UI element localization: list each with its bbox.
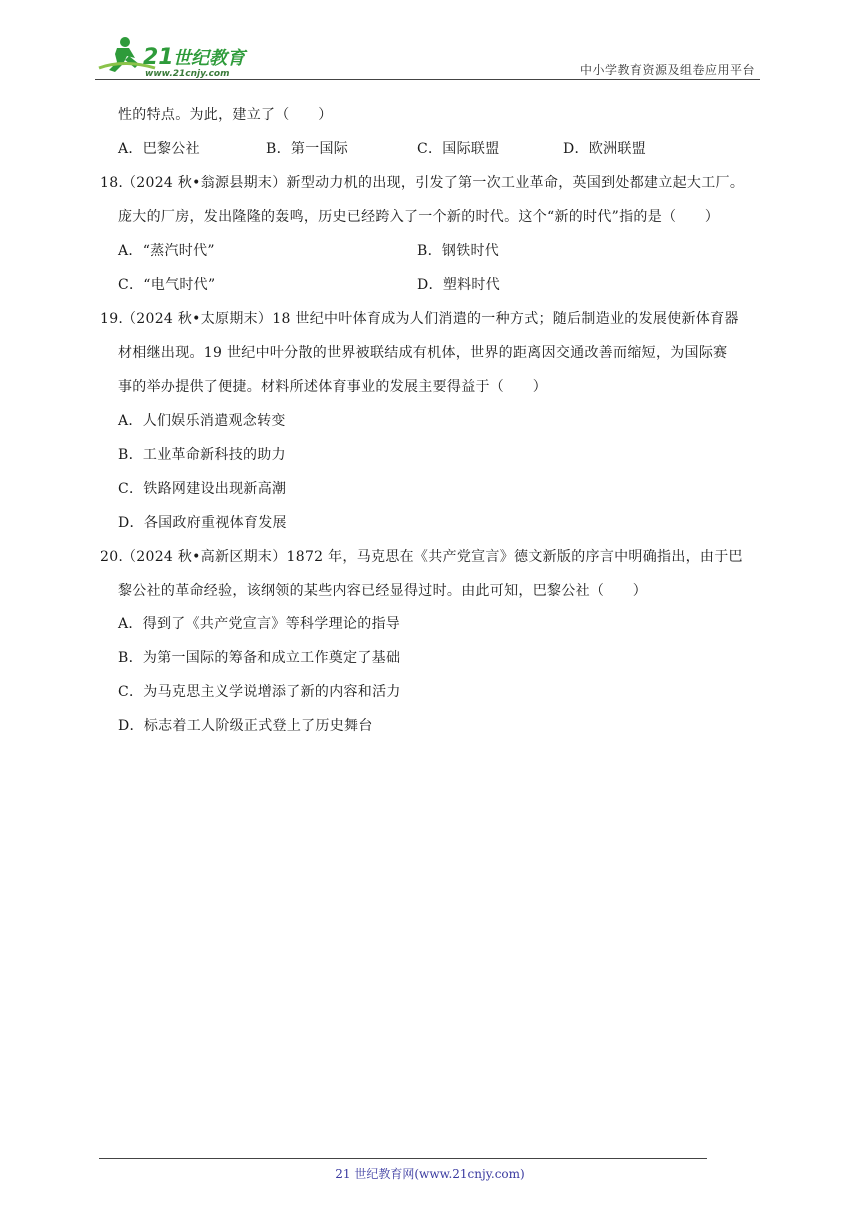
footer-divider	[99, 1158, 707, 1159]
q20-option-b: B．为第一国际的筹备和成立工作奠定了基础	[118, 650, 401, 666]
site-logo	[95, 34, 265, 78]
q18-option-c: C．“电气时代”	[118, 277, 216, 293]
q17-option-a: A．巴黎公社	[118, 141, 200, 157]
q19-stem-line3: 事的举办提供了便捷。材料所述体育事业的发展主要得益于（ ）	[118, 379, 547, 395]
header-divider	[95, 79, 760, 80]
q20-stem-line2: 黎公社的革命经验，该纲领的某些内容已经显得过时。由此可知，巴黎公社（ ）	[118, 583, 648, 599]
q20-option-a: A．得到了《共产党宣言》等科学理论的指导	[118, 616, 401, 632]
q17-option-c: C．国际联盟	[417, 141, 500, 157]
q19-option-d: D．各国政府重视体育发展	[118, 515, 287, 531]
logo-text: 世纪教育	[173, 48, 245, 69]
q18-option-b: B．钢铁时代	[417, 243, 500, 259]
q19-option-a: A．人们娱乐消遣观念转变	[118, 413, 286, 429]
q18-stem-line1: （2024 秋•翁源县期末）新型动力机的出现，引发了第一次工业革命，英国到处都建立起大工厂。	[122, 175, 745, 191]
logo-url: www.21cnjy.com	[145, 69, 230, 78]
q20-stem-line1: （2024 秋•高新区期末）1872 年，马克思在《共产党宣言》德文新版的序言中明确指出，由于巴	[122, 549, 743, 565]
q19-option-b: B．工业革命新科技的助力	[118, 447, 286, 463]
q18-option-d: D．塑料时代	[417, 277, 501, 293]
svg-text:21: 21	[143, 45, 174, 70]
q19-stem-line1: （2024 秋•太原期末）18 世纪中叶体育成为人们消遣的一种方式；随后制造业的发展使新体育器	[122, 311, 739, 327]
q17-option-b: B．第一国际	[266, 141, 349, 157]
q20-option-c: C．为马克思主义学说增添了新的内容和活力	[118, 684, 401, 700]
q19-stem-line2: 材相继出现。19 世纪中叶分散的世界被联结成有机体，世界的距离因交通改善而缩短，为国际赛	[118, 345, 728, 361]
q18-stem-line2: 庞大的厂房，发出隆隆的轰鸣，历史已经跨入了一个新的时代。这个“新的时代”指的是（ ）	[118, 209, 720, 225]
q18-number: 18.	[100, 175, 124, 191]
q18-option-a: A．“蒸汽时代”	[118, 243, 215, 259]
q17-option-d: D．欧洲联盟	[563, 141, 647, 157]
header-platform-text: 中小学教育资源及组卷应用平台	[579, 63, 755, 77]
q19-option-c: C．铁路网建设出现新高潮	[118, 481, 287, 497]
page-header	[95, 30, 760, 80]
q20-option-d: D．标志着工人阶级正式登上了历史舞台	[118, 718, 373, 734]
q19-number: 19.	[100, 311, 124, 327]
q20-number: 20.	[100, 549, 124, 565]
q17-stem-continuation: 性的特点。为此，建立了（ ）	[118, 107, 333, 123]
footer-site-link[interactable]: 21 世纪教育网(www.21cnjy.com)	[335, 1167, 525, 1181]
